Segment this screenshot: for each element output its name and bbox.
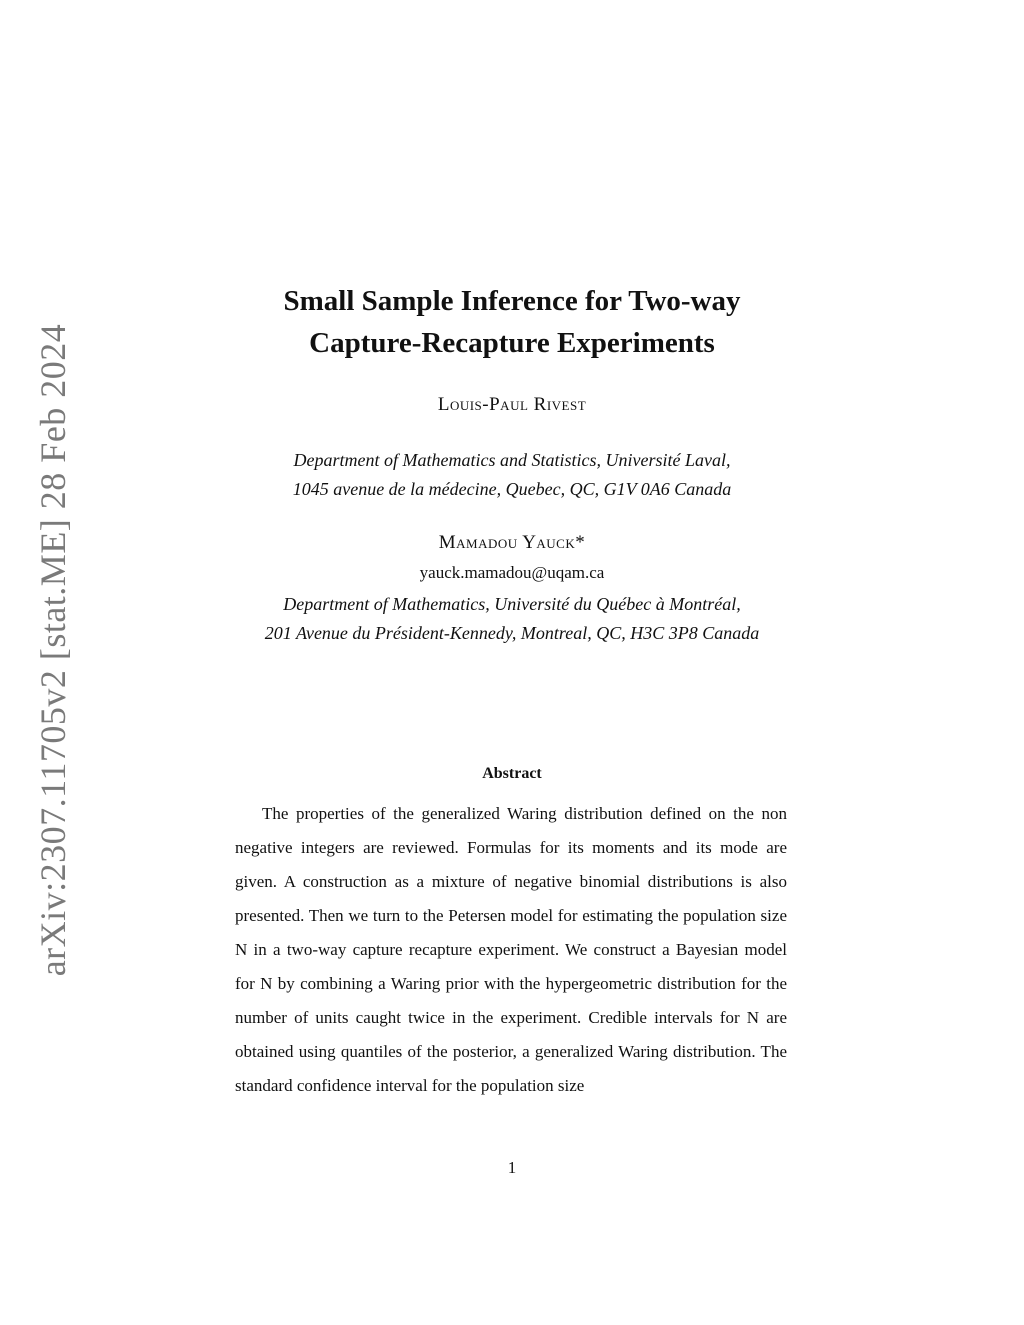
author-1-affiliation [0,446,1024,504]
author-2-affiliation [0,590,1024,648]
author-2-affiliation-line-1: Department of Mathematics, Université du Québec à Montréal, [283,594,741,614]
page-number: 1 [507,1158,517,1177]
author-1-name: Louis-Paul Rivest [437,394,587,415]
author-1-affiliation-line-1: Department of Mathematics and Statistics, Université Laval, [293,450,731,470]
author-2-name: Mamadou Yauck* [438,532,586,553]
title-line-1: Small Sample Inference for Two-way [283,285,741,317]
abstract-body: The properties of the generalized Waring distribution defined on the non negative integers are reviewed. Formulas for its moments and its mode are given. A construction as a mixture of negative binomial distributions is also presented. Then we turn to the Petersen model for estimating the population size N in a two-way capture recapture experiment. We construct a Bayesian model for N by combining a Waring prior with the hypergeometric distribution for the number of units caught twice in the experiment. Credible intervals for N are obtained using quantiles of the posterior, a generalized Waring distribution. The standard confidence interval for the population size [235,804,787,1095]
author-2-affiliation-line-2: 201 Avenue du Président-Kennedy, Montreal, QC, H3C 3P8 Canada [264,623,760,643]
author-2-email: yauck.mamadou@uqam.ca [419,563,605,582]
author-1-affiliation-line-2: 1045 avenue de la médecine, Quebec, QC, G1V 0A6 Canada [292,479,732,499]
title-line-2: Capture-Recapture Experiments [309,327,715,359]
arxiv-identifier: arXiv:2307.11705v2 [stat.ME] 28 Feb 2024 [33,323,73,977]
abstract-heading: Abstract [482,765,542,782]
paper-title [0,280,1024,364]
